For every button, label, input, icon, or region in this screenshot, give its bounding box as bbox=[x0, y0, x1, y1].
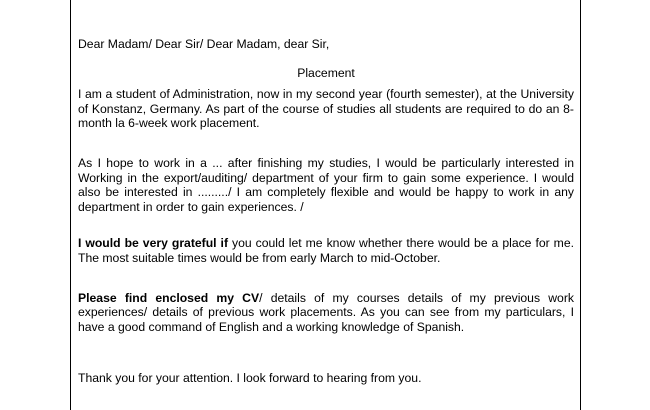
request-emphasis: I would be very grateful if bbox=[78, 236, 229, 251]
request-text: you could let me know whether there would be a place for me. The most suitable times would be from early March to mid-October. bbox=[78, 236, 574, 265]
letter-body bbox=[78, 37, 574, 386]
subject-heading: Placement bbox=[297, 65, 355, 80]
paragraph-interest: As I hope to work in a ... after finishing my studies, I would be particularly interested in Working in the export/auditing/ department of your firm to gain some experience. I would also be interested in ........./ I am completely flexible and would be happy to work in any department in order to gain experiences. / bbox=[78, 155, 574, 214]
enclosure-emphasis: Please find enclosed my CV bbox=[78, 290, 260, 305]
paragraph-enclosure bbox=[78, 291, 574, 335]
closing-line: Thank you for your attention. I look forward to hearing from you. bbox=[78, 371, 422, 386]
enclosure-text: / details of my courses details of my previous work experiences/ details of previous work placements. As you can see from my particulars, I have a good command of English and a working knowledge of Spanish. bbox=[78, 290, 574, 334]
paragraph-request bbox=[78, 236, 574, 265]
salutation: Dear Madam/ Dear Sir/ Dear Madam, dear Sir, bbox=[78, 37, 330, 51]
paragraph-introduction: I am a student of Administration, now in my second year (fourth semester), at the University of Konstanz, Germany. As part of the course of studies all students are required to do an 8-month la 6-week work placement. bbox=[78, 87, 574, 131]
